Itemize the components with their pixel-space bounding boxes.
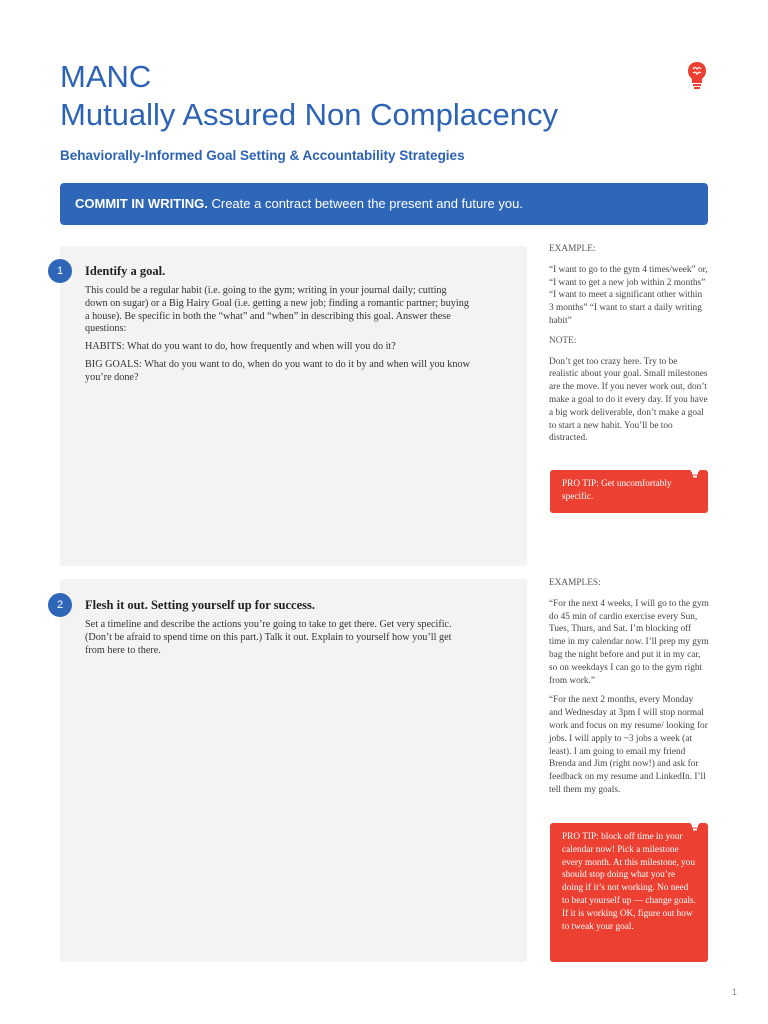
step-2-title: Flesh it out. Setting yourself up for success.	[85, 598, 315, 612]
examples-label: EXAMPLES:	[549, 578, 601, 588]
step-number-badge: 2	[48, 593, 72, 617]
title-line-2: Mutually Assured Non Complacency	[60, 97, 558, 132]
step-1-paragraph: HABITS: What do you want to do, how frequently and when will you do it?	[85, 341, 396, 353]
example-text: “For the next 4 weeks, I will go to the gym do 45 min of cardio exercise every Sun, Tues, Thurs, and Sat. I’m blocking off time in my calendar now. I’ll prep my gym bag the night before and put it in my car, so on weekdays I can go to the gym right from work.”	[549, 598, 709, 686]
step-2-instructions	[85, 619, 470, 662]
lightbulb-icon	[688, 814, 702, 832]
commit-banner	[60, 183, 708, 225]
banner-bold-text: COMMIT IN WRITING.	[75, 196, 208, 211]
step-2-sidebar	[549, 577, 709, 804]
pro-tip-text: PRO TIP: block off time in your calendar now! Pick a milestone every month. At this milestone, you should stop doing what you’re doing if it’s not working. No need to beat yourself up — change goals. If it is working OK, figure out how to tweak your goal.	[562, 832, 696, 932]
page-number: 1	[731, 987, 737, 997]
pro-tip-box	[550, 823, 708, 962]
lightbulb-brain-icon	[686, 60, 708, 92]
step-1-sidebar	[549, 243, 709, 452]
step-1-instructions	[85, 285, 470, 390]
note-text: Don’t get too crazy here. Try to be realistic about your goal. Small milestones are the move. If you never work out, don’t make a goal to do it every day. If you have a big work deliverable, don’t make a goal to start a new habit. You’ll be too distracted.	[549, 356, 708, 444]
example-label: EXAMPLE:	[549, 244, 596, 254]
example-text: “I want to go to the gym 4 times/week” or, “I want to get a new job within 2 months” “I want to meet a significant other within 3 months” “I want to start a daily writing habit”	[549, 264, 708, 326]
step-1-title: Identify a goal.	[85, 264, 166, 278]
note-label: NOTE:	[549, 335, 577, 346]
step-1-paragraph: BIG GOALS: What do you want to do, when do you want to do it by and when will you know you’re done?	[85, 358, 470, 383]
example-text: “For the next 2 months, every Monday and Wednesday at 3pm I will stop normal work and focus on my resume/ looking for jobs. I will apply to ~3 jobs a week (at least). I am going to email my friend Brenda and Jim (right now!) and ask for feedback on my resume and LinkedIn. I’ll tell them my goals.	[549, 695, 708, 795]
subtitle: Behaviorally-Informed Goal Setting & Accountability Strategies	[60, 148, 465, 163]
step-number-badge: 1	[48, 259, 72, 283]
banner-text: Create a contract between the present and future you.	[207, 196, 523, 211]
pro-tip-box	[550, 470, 708, 513]
lightbulb-icon	[688, 461, 702, 479]
step-2-paragraph: Set a timeline and describe the actions you’re going to take to get there. Get very specific. (Don’t be afraid to spend time on this part.) Talk it out. Explain to yourself how you’ll get from here to there.	[85, 619, 452, 656]
title-line-1: MANC	[60, 59, 152, 94]
step-1-paragraph: This could be a regular habit (i.e. going to the gym; writing in your journal daily; cutting down on sugar) or a Big Hairy Goal (i.e. getting a new job; finding a romantic partner; buying a house). Be specific in both the “what” and “when” in describing this goal. Answer these questions:	[85, 285, 469, 335]
pro-tip-text: PRO TIP: Get uncomfortably specific.	[562, 479, 672, 502]
